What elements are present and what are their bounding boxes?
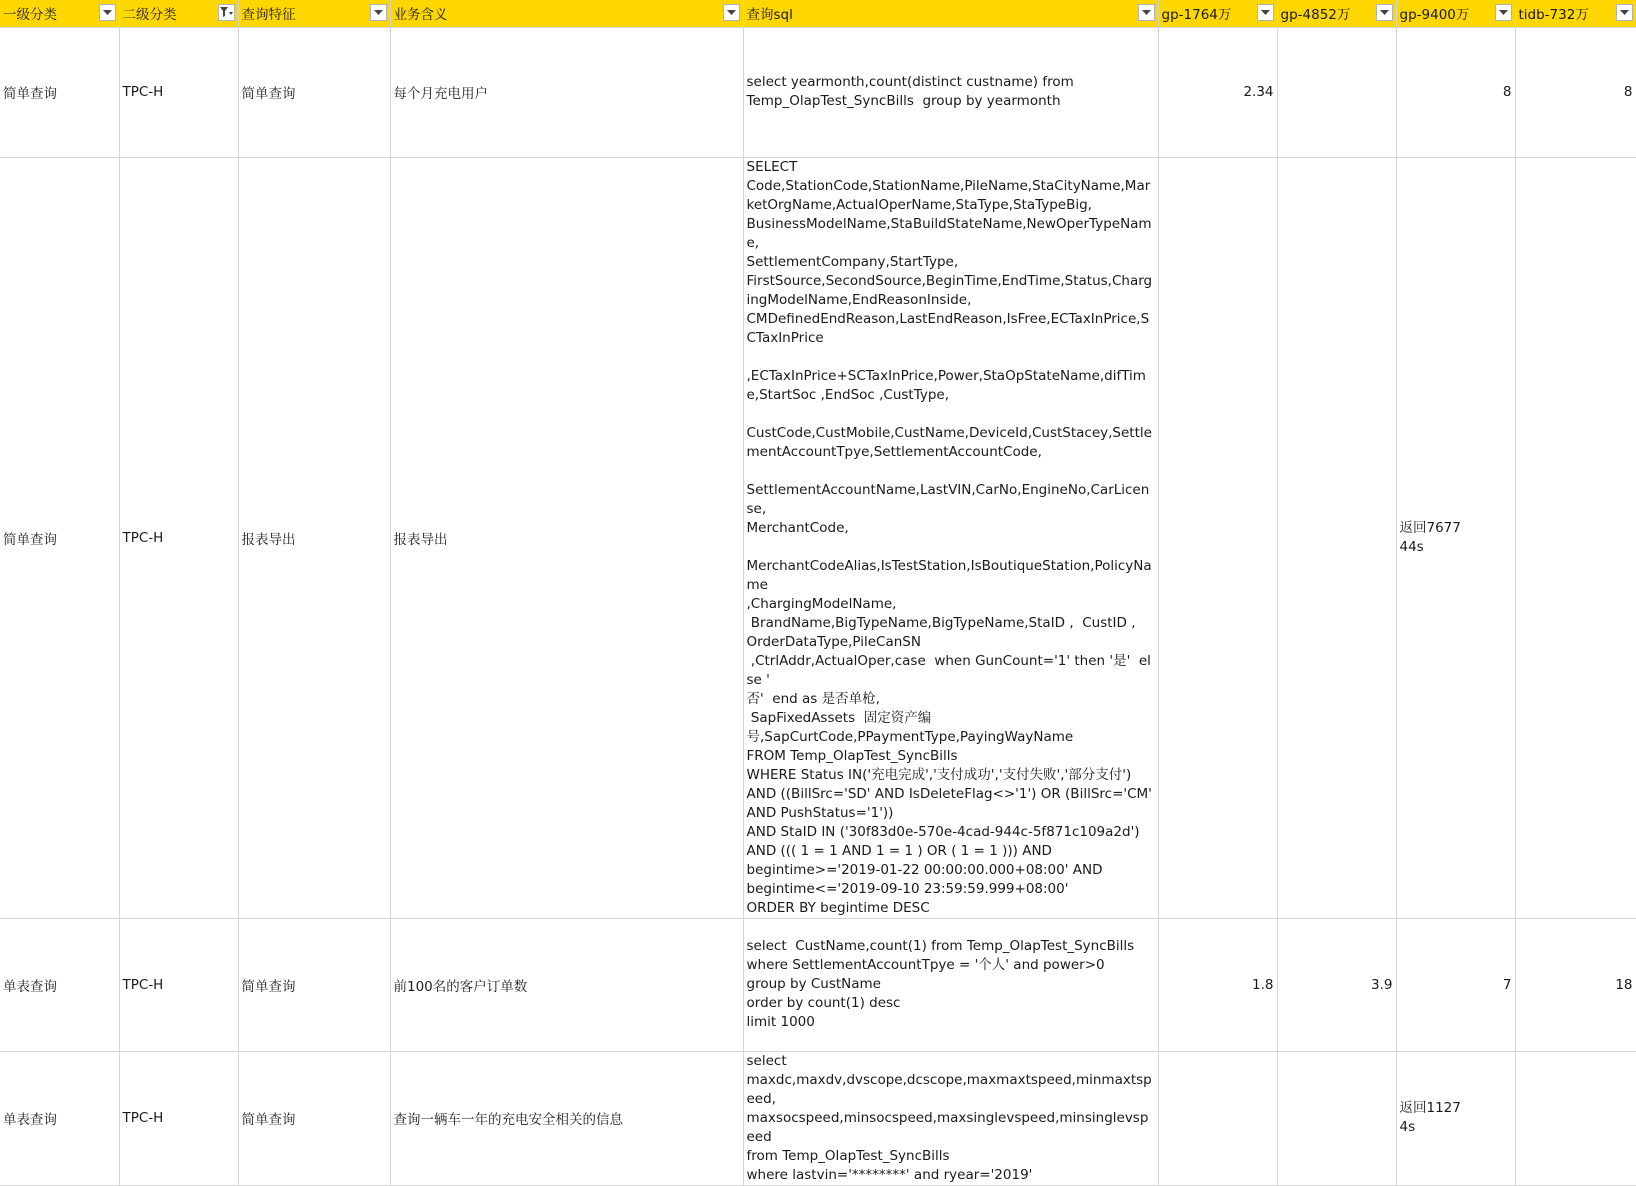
cell-sql[interactable]: select yearmonth,count(distinct custname) from Temp_OlapTest_SyncBills group by yearmonth bbox=[743, 27, 1158, 157]
header-feature[interactable] bbox=[238, 0, 390, 27]
cell-l2[interactable]: TPC-H bbox=[119, 918, 238, 1051]
header-label: 二级分类 bbox=[122, 7, 177, 24]
header-label: gp-9400万 bbox=[1399, 7, 1470, 24]
header-l2[interactable] bbox=[119, 0, 238, 27]
cell-gp9400[interactable]: 返回7677 44s bbox=[1396, 157, 1515, 918]
filter-dropdown-icon[interactable] bbox=[99, 4, 116, 21]
header-label: gp-4852万 bbox=[1280, 7, 1351, 24]
cell-feature[interactable]: 简单查询 bbox=[238, 918, 390, 1051]
cell-feature[interactable]: 简单查询 bbox=[238, 27, 390, 157]
header-gp1764[interactable] bbox=[1158, 0, 1277, 27]
cell-gp1764[interactable] bbox=[1158, 1051, 1277, 1185]
header-tidb732[interactable] bbox=[1515, 0, 1636, 27]
cell-gp1764[interactable] bbox=[1158, 157, 1277, 918]
cell-l2[interactable]: TPC-H bbox=[119, 1051, 238, 1185]
table-row bbox=[0, 1051, 1636, 1185]
header-label: 查询sql bbox=[746, 7, 793, 24]
cell-l2[interactable]: TPC-H bbox=[119, 157, 238, 918]
cell-l1[interactable]: 单表查询 bbox=[0, 918, 119, 1051]
cell-feature[interactable]: 简单查询 bbox=[238, 1051, 390, 1185]
table-row bbox=[0, 27, 1636, 157]
cell-tidb732[interactable]: 8 bbox=[1515, 27, 1636, 157]
cell-gp9400[interactable]: 8 bbox=[1396, 27, 1515, 157]
cell-meaning[interactable]: 前100名的客户订单数 bbox=[390, 918, 743, 1051]
cell-gp9400[interactable]: 7 bbox=[1396, 918, 1515, 1051]
header-l1[interactable] bbox=[0, 0, 119, 27]
cell-tidb732[interactable] bbox=[1515, 1051, 1636, 1185]
filter-dropdown-icon[interactable] bbox=[1257, 4, 1274, 21]
cell-l1[interactable]: 单表查询 bbox=[0, 1051, 119, 1185]
table-row bbox=[0, 918, 1636, 1051]
filter-dropdown-icon[interactable] bbox=[1138, 4, 1155, 21]
filter-dropdown-icon[interactable] bbox=[723, 4, 740, 21]
cell-gp4852[interactable] bbox=[1277, 157, 1396, 918]
table-row bbox=[0, 157, 1636, 918]
cell-tidb732[interactable]: 18 bbox=[1515, 918, 1636, 1051]
cell-gp4852[interactable] bbox=[1277, 1051, 1396, 1185]
filter-active-icon[interactable] bbox=[218, 4, 235, 21]
cell-l1[interactable]: 简单查询 bbox=[0, 27, 119, 157]
cell-gp9400[interactable]: 返回1127 4s bbox=[1396, 1051, 1515, 1185]
filter-dropdown-icon[interactable] bbox=[1376, 4, 1393, 21]
header-label: 一级分类 bbox=[3, 7, 57, 24]
cell-gp1764[interactable]: 1.8 bbox=[1158, 918, 1277, 1051]
header-label: gp-1764万 bbox=[1161, 7, 1232, 24]
header-label: tidb-732万 bbox=[1518, 7, 1589, 24]
header-sql[interactable] bbox=[743, 0, 1158, 27]
cell-meaning[interactable]: 每个月充电用户 bbox=[390, 27, 743, 157]
cell-gp4852[interactable] bbox=[1277, 27, 1396, 157]
cell-meaning[interactable]: 报表导出 bbox=[390, 157, 743, 918]
cell-meaning[interactable]: 查询一辆车一年的充电安全相关的信息 bbox=[390, 1051, 743, 1185]
header-label: 查询特征 bbox=[241, 7, 296, 24]
cell-sql[interactable]: select CustName,count(1) from Temp_OlapTest_SyncBills where SettlementAccountTpye = '个人' and power>0 group by CustName order by count(1) desc limit 1000 bbox=[743, 918, 1158, 1051]
filter-dropdown-icon[interactable] bbox=[1495, 4, 1512, 21]
cell-l2[interactable]: TPC-H bbox=[119, 27, 238, 157]
cell-gp1764[interactable]: 2.34 bbox=[1158, 27, 1277, 157]
cell-sql[interactable]: SELECT Code,StationCode,StationName,PileName,StaCityName,MarketOrgName,ActualOperName,StaType,StaTypeBig, BusinessModelName,StaBuildStateName,NewOperTypeName, SettlementCompany,StartType, FirstSource,SecondSource,BeginTime,EndTime,Status,ChargingModelName,EndReasonInside, CMDefinedEndReason,LastEndReason,IsFree,ECTaxInPrice,SCTaxInPrice ,ECTaxInPrice+SCTaxInPrice,Power,StaOpStateName,difTime,StartSoc ,EndSoc ,CustType, CustCode,CustMobile,CustName,DeviceId,CustStacey,SettlementAccountTpye,SettlementAccountCode, SettlementAccountName,LastVIN,CarNo,EngineNo,CarLicense, MerchantCode, MerchantCodeAlias,IsTestStation,IsBoutiqueStation,PolicyName ,ChargingModelName, BrandName,BigTypeName,BigTypeName,StaID , CustID , OrderDataType,PileCanSN ,CtrlAddr,ActualOper,case when GunCount='1' then '是' else ' 否' end as 是否单枪, SapFixedAssets 固定资产编 号,SapCurtCode,PPaymentType,PayingWayName FROM Temp_OlapTest_SyncBills WHERE Status IN('充电完成','支付成功','支付失败','部分支付') AND ((BillSrc='SD' AND IsDeleteFlag<>'1') OR (BillSrc='CM' AND PushStatus='1')) AND StaID IN ('30f83d0e-570e-4cad-944c-5f871c109a2d') AND ((( 1 = 1 AND 1 = 1 ) OR ( 1 = 1 ))) AND begintime>='2019-01-22 00:00:00.000+08:00' AND begintime<='2019-09-10 23:59:59.999+08:00' ORDER BY begintime DESC bbox=[743, 157, 1158, 918]
header-gp9400[interactable] bbox=[1396, 0, 1515, 27]
header-gp4852[interactable] bbox=[1277, 0, 1396, 27]
cell-l1[interactable]: 简单查询 bbox=[0, 157, 119, 918]
cell-feature[interactable]: 报表导出 bbox=[238, 157, 390, 918]
header-meaning[interactable] bbox=[390, 0, 743, 27]
header-label: 业务含义 bbox=[393, 7, 448, 24]
cell-gp4852[interactable]: 3.9 bbox=[1277, 918, 1396, 1051]
cell-sql[interactable]: select maxdc,maxdv,dvscope,dcscope,maxmaxtspeed,minmaxtspeed, maxsocspeed,minsocspeed,maxsinglevspeed,minsinglevspeed from Temp_OlapTest_SyncBills where lastvin='********' and ryear='2019' bbox=[743, 1051, 1158, 1185]
header-row bbox=[0, 0, 1636, 27]
filter-dropdown-icon[interactable] bbox=[370, 4, 387, 21]
filter-dropdown-icon[interactable] bbox=[1616, 4, 1633, 21]
cell-tidb732[interactable] bbox=[1515, 157, 1636, 918]
